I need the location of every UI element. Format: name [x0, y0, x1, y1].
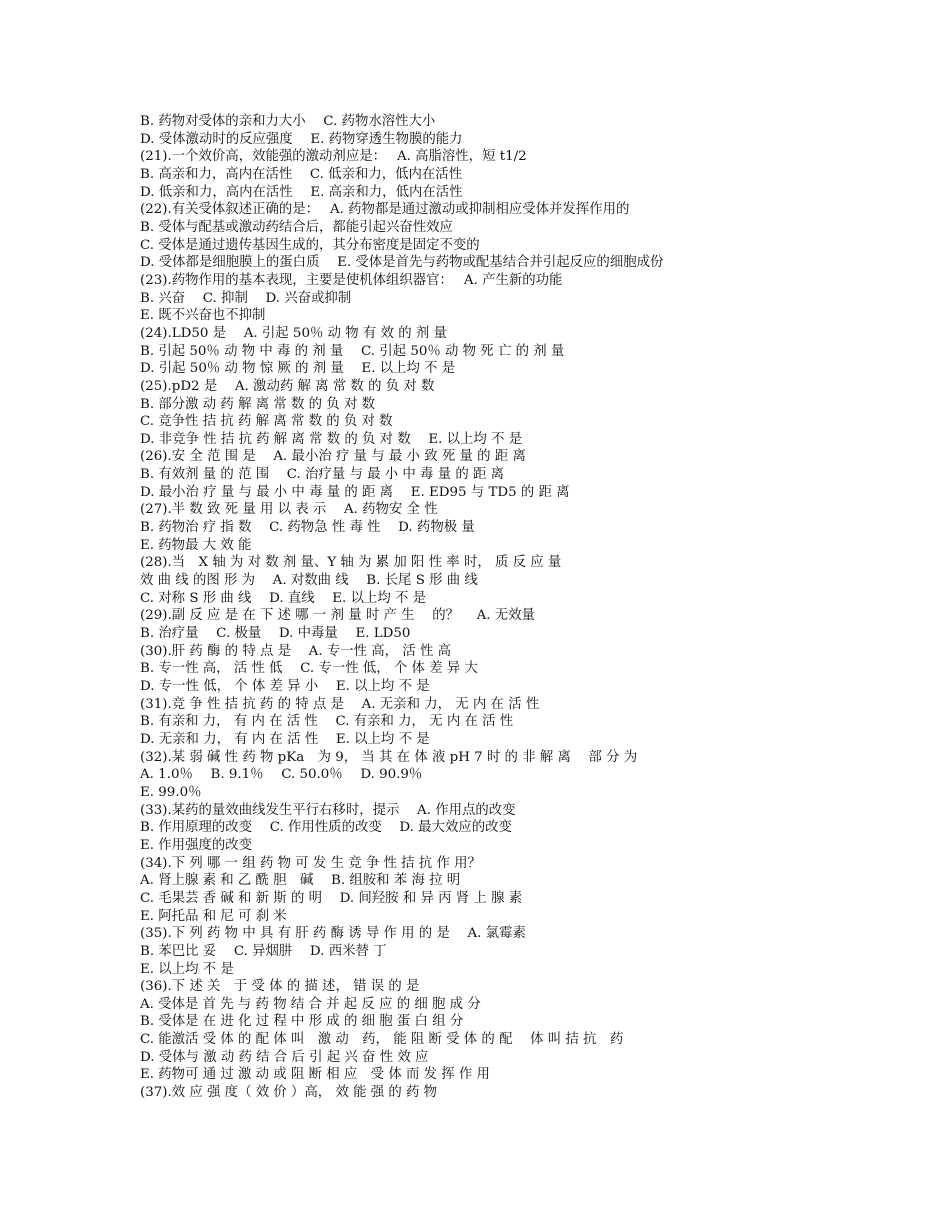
text-line: D. 低亲和力，高内在活性 E. 高亲和力，低内在活性: [140, 184, 463, 200]
question-29: (29).副 反 应 是 在 下 述 哪 一 剂 量 时 产 生 的？ A. 无效量: [140, 608, 535, 624]
text-line: B. 有效剂 量 的 范 围 C. 治疗量 与 最 小 中 毒 量 的 距 离: [140, 467, 505, 483]
question-36: (36).下 述 关 于 受 体 的 描 述， 错 误 的 是: [140, 979, 420, 995]
text-line: D. 引起 50％ 动 物 惊 厥 的 剂 量 E. 以上均 不 是: [140, 361, 456, 377]
text-line: C. 毛果芸 香 碱 和 新 斯 的 明 D. 间羟胺 和 异 丙 肾 上 腺 素: [140, 890, 523, 906]
text-line: B. 受体与配基或激动药结合后，都能引起兴奋性效应: [140, 219, 453, 235]
text-line: B. 兴奋 C. 抑制 D. 兴奋或抑制: [140, 290, 352, 306]
text-line: B. 有亲和 力， 有 内 在 活 性 C. 有亲和 力， 无 内 在 活 性: [140, 714, 514, 730]
text-line: B. 药物对受体的亲和力大小 C. 药物水溶性大小: [140, 114, 436, 129]
question-34: (34).下 列 哪 一 组 药 物 可 发 生 竞 争 性 拮 抗 作 用？: [140, 855, 481, 871]
question-text-block: [140, 113, 930, 1102]
text-line: B. 高亲和力，高内在活性 C. 低亲和力，低内在活性: [140, 166, 463, 182]
question-35: (35).下 列 药 物 中 具 有 肝 药 酶 诱 导 作 用 的 是 A. 氯霉素: [140, 926, 526, 942]
text-line: B. 部分激 动 药 解 离 常 数 的 负 对 数: [140, 396, 375, 412]
text-line: A. 1.0％ B. 9.1％ C. 50.0％ D. 90.9％: [140, 767, 423, 783]
text-line: A. 肾上腺 素 和 乙 酰 胆 碱 B. 组胺和 苯 海 拉 明: [140, 873, 461, 889]
text-line: E. 阿托品 和 尼 可 刹 米: [140, 908, 287, 924]
text-line: B. 治疗量 C. 极量 D. 中毒量 E. LD50: [140, 626, 411, 642]
text-line: E. 99.0％: [140, 784, 202, 800]
text-line: D. 专一性 低， 个 体 差 异 小 E. 以上均 不 是: [140, 679, 430, 694]
text-line: B. 苯巴比 妥 C. 异烟肼 D. 西米替 丁: [140, 943, 387, 959]
question-22: (22).有关受体叙述正确的是： A. 药物都是通过激动或抑制相应受体并发挥作用的: [140, 202, 630, 218]
question-31: (31).竞 争 性 拮 抗 药 的 特 点 是 A. 无亲和 力， 无 内 在 活 性: [140, 696, 540, 712]
question-37: (37).效 应 强 度（ 效 价 ）高， 效 能 强 的 药 物: [140, 1085, 438, 1101]
text-line: D. 受体与 激 动 药 结 合 后 引 起 兴 奋 性 效 应: [140, 1049, 429, 1065]
text-line: D. 最小治 疗 量 与 最 小 中 毒 量 的 距 离 E. ED95 与 TD5 的 距 离: [140, 484, 570, 500]
text-line: B. 受体是 在 进 化 过 程 中 形 成 的 细 胞 蛋 白 组 分: [140, 1014, 464, 1030]
text-line: C. 竞争性 拮 抗 药 解 离 常 数 的 负 对 数: [140, 414, 393, 430]
text-line: D. 无亲和 力， 有 内 在 活 性 E. 以上均 不 是: [140, 731, 430, 747]
question-32: (32).某 弱 碱 性 药 物 pKa 为 9， 当 其 在 体 液 pH 7 时 的 非 解 离 部 分 为: [140, 749, 638, 765]
text-line: E. 药物最 大 效 能: [140, 537, 252, 553]
text-line: D. 受体都是细胞膜上的蛋白质 E. 受体是首先与药物或配基结合并引起反应的细胞成份: [140, 255, 664, 271]
text-line: C. 受体是通过遗传基因生成的，其分布密度是固定不变的: [140, 237, 480, 253]
question-23: (23).药物作用的基本表现，主要是使机体组织器官： A. 产生新的功能: [140, 272, 563, 288]
text-line: B. 作用原理的改变 C. 作用性质的改变 D. 最大效应的改变: [140, 820, 512, 836]
question-27: (27).半 数 致 死 量 用 以 表 示 A. 药物安 全 性: [140, 502, 438, 518]
text-line: 效 曲 线 的图 形 为 A. 对数曲 线 B. 长尾 S 形 曲 线: [140, 573, 478, 589]
text-line: D. 受体激动时的反应强度 E. 药物穿透生物膜的能力: [140, 131, 463, 147]
text-line: B. 药物治 疗 指 数 C. 药物急 性 毒 性 D. 药物极 量: [140, 520, 475, 536]
text-line: E. 作用强度的改变: [140, 837, 253, 853]
question-24: (24).LD50 是 A. 引起 50％ 动 物 有 效 的 剂 量: [140, 325, 447, 341]
question-33: (33).某药的量效曲线发生平行右移时，提示 A. 作用点的改变: [140, 802, 516, 818]
text-line: D. 非竞争 性 拮 抗 药 解 离 常 数 的 负 对 数 E. 以上均 不 是: [140, 431, 523, 447]
text-line: A. 受体是 首 先 与 药 物 结 合 并 起 反 应 的 细 胞 成 分: [140, 996, 481, 1012]
text-line: E. 药物可 通 过 激 动 或 阻 断 相 应 受 体 而 发 挥 作 用: [140, 1067, 490, 1083]
text-line: B. 引起 50％ 动 物 中 毒 的 剂 量 C. 引起 50％ 动 物 死 亡 的 剂 量: [140, 343, 565, 359]
question-28: (28).当 X 轴 为 对 数 剂 量、Y 轴 为 累 加 阳 性 率 时， 质 反 应 量: [140, 555, 562, 571]
question-26: (26).安 全 范 围 是 A. 最小治 疗 量 与 最 小 致 死 量 的 距 离: [140, 449, 526, 465]
text-line: E. 既不兴奋也不抑制: [140, 308, 266, 324]
text-line: E. 以上均 不 是: [140, 961, 234, 977]
text-line: C. 对称 S 形 曲 线 D. 直线 E. 以上均 不 是: [140, 590, 427, 606]
question-25: (25).pD2 是 A. 激动药 解 离 常 数 的 负 对 数: [140, 378, 435, 394]
text-line: B. 专一性 高， 活 性 低 C. 专一性 低， 个 体 差 异 大: [140, 661, 478, 677]
text-line: C. 能激活 受 体 的 配 体 叫 激 动 药， 能 阻 断 受 体 的 配 体 叫 拮 抗 药: [140, 1032, 624, 1048]
question-30: (30).肝 药 酶 的 特 点 是 A. 专一性 高， 活 性 高: [140, 643, 451, 659]
question-21: (21).一个效价高，效能强的激动剂应是： A. 高脂溶性，短 t1/2: [140, 149, 527, 165]
